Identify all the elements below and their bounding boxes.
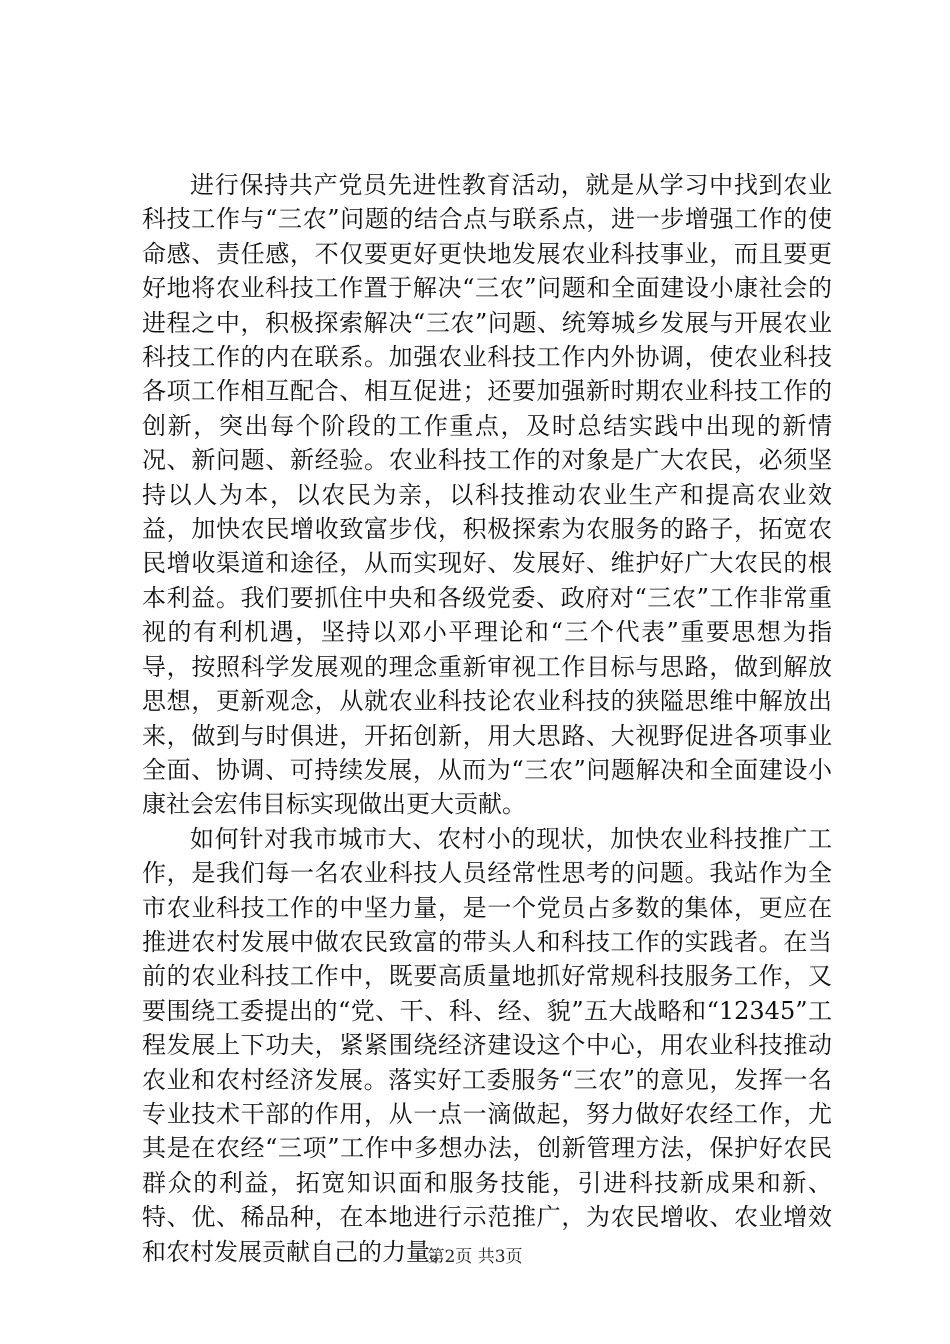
paragraph-2: 如何针对我市城市大、农村小的现状，加快农业科技推广工作，是我们每一名农业科技人员经常性思考的问题。我站作为全市农业科技工作的中坚力量，是一个党员占多数的集体，更应在推进农村发展中做农民致富的带头人和科技工作的实践者。在当前的农业科技工作中，既要高质量地抓好常规科技服务工作，又要围绕工委提出的“党、干、科、经、貌”五大战略和“12345”工程发展上下功夫，紧紧围绕经济建设这个中心，用农业科技推动农业和农村经济发展。落实好工委服务“三农”的意见，发挥一名专业技术干部的作用，从一点一滴做起，努力做好农经工作，尤其是在农经“三项”工作中多想办法，创新管理方法，保护好农民群众的利益，拓宽知识面和服务技能，引进科技新成果和新、特、优、稀品种，在本地进行示范推广，为农民增收、农业增效和农村发展贡献自己的力量。 bbox=[142, 824, 832, 1266]
document-body bbox=[142, 168, 832, 1269]
paragraph-1: 进行保持共产党员先进性教育活动，就是从学习中找到农业科技工作与“三农”问题的结合点与联系点，进一步增强工作的使命感、责任感，不仅要更好更快地发展农业科技事业，而且要更好地将农业科技工作置于解决“三农”问题和全面建设小康社会的进程之中，积极探索解决“三农”问题、统筹城乡发展与开展农业科技工作的内在联系。加强农业科技工作内外协调，使农业科技各项工作相互配合、相互促进；还要加强新时期农业科技工作的创新，突出每个阶段的工作重点，及时总结实践中出现的新情况、新问题、新经验。农业科技工作的对象是广大农民，必须坚持以人为本，以农民为亲，以科技推动农业生产和提高农业效益，加快农民增收致富步伐，积极探索为农服务的路子，拓宽农民增收渠道和途径，从而实现好、发展好、维护好广大农民的根本利益。我们要抓住中央和各级党委、政府对“三农”工作非常重视的有利机遇，坚持以邓小平理论和“三个代表”重要思想为指导，按照科学发展观的理念重新审视工作目标与思路，做到解放思想，更新观念，从就农业科技论农业科技的狭隘思维中解放出来，做到与时俱进，开拓创新，用大思路、大视野促进各项事业全面、协调、可持续发展，从而为“三农”问题解决和全面建设小康社会宏伟目标实现做出更大贡献。 bbox=[142, 171, 832, 819]
page-footer: 第2页 共3页 bbox=[427, 1247, 523, 1267]
